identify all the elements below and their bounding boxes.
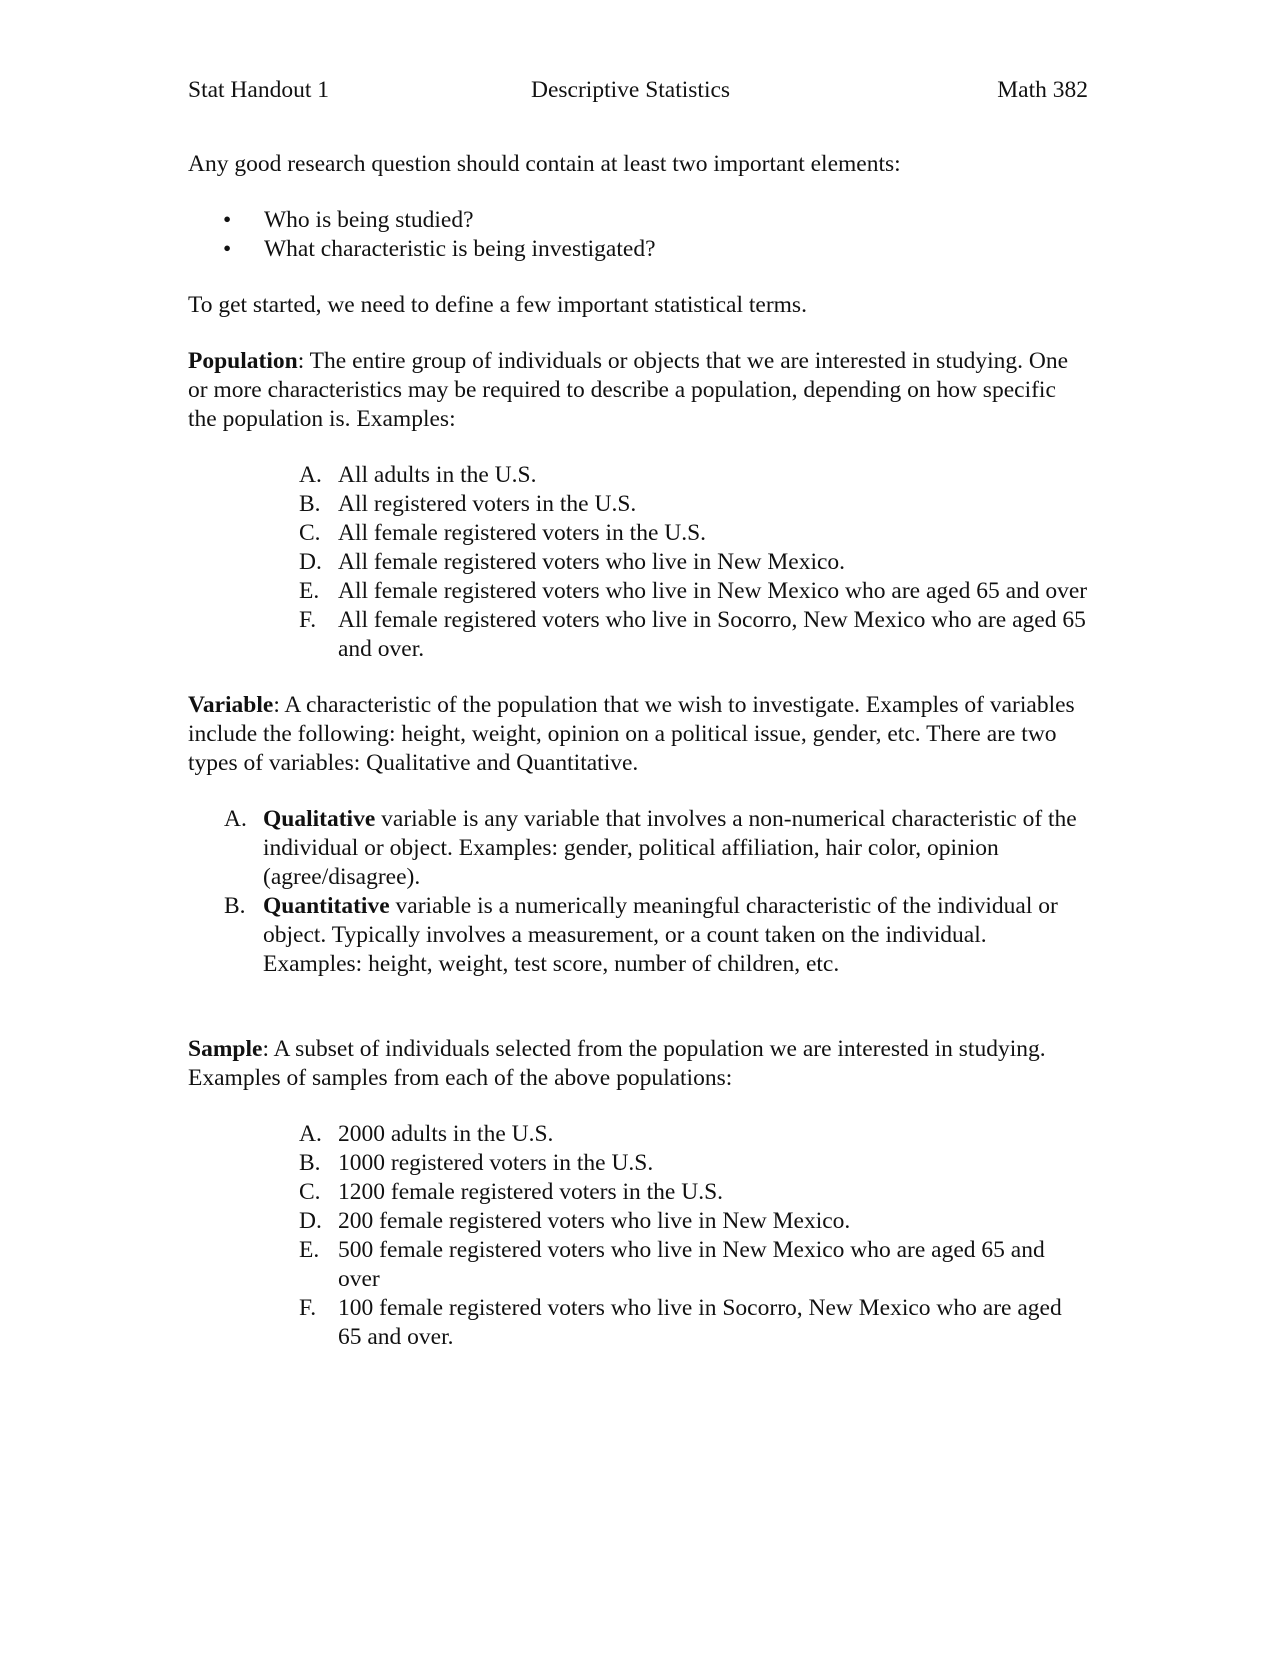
list-item [188, 519, 1088, 548]
list-item-text: All female registered voters who live in New Mexico. [338, 549, 846, 575]
population-term: Population [188, 348, 298, 374]
list-letter: A. [299, 462, 322, 488]
list-item-text: All adults in the U.S. [338, 462, 537, 488]
list-item [188, 1178, 1088, 1207]
variable-term: Variable [188, 692, 274, 718]
population-definition [188, 347, 1088, 434]
list-item [188, 235, 1088, 264]
list-item-text: 200 female registered voters who live in New Mexico. [338, 1208, 851, 1234]
bullet-icon: • [223, 236, 232, 262]
header-title: Descriptive Statistics [531, 77, 731, 103]
list-letter: B. [299, 1150, 321, 1176]
list-item [188, 577, 1088, 606]
page-header [188, 76, 1088, 106]
list-item [188, 1236, 1088, 1294]
list-item-text: 500 female registered voters who live in New Mexico who are aged 65 and over [338, 1237, 1045, 1292]
list-item-text: 2000 adults in the U.S. [338, 1121, 554, 1147]
list-item [188, 1294, 1088, 1352]
list-item-text: All female registered voters in the U.S. [338, 520, 707, 546]
intro-bullet-list [188, 206, 1088, 264]
list-letter: C. [299, 1179, 321, 1205]
quantitative-term: Quantitative [263, 893, 390, 919]
list-item [188, 805, 1088, 892]
bullet-icon: • [223, 207, 232, 233]
list-item [188, 892, 1088, 979]
lead-in-paragraph: To get started, we need to define a few important statistical terms. [188, 292, 807, 318]
header-right: Math 382 [997, 77, 1088, 103]
list-item [188, 1207, 1088, 1236]
list-item-text: 100 female registered voters who live in Socorro, New Mexico who are aged 65 and over. [338, 1295, 1062, 1350]
list-item-text: All registered voters in the U.S. [338, 491, 637, 517]
sample-examples [188, 1120, 1088, 1352]
sample-term: Sample [188, 1036, 263, 1062]
list-letter: E. [299, 1237, 320, 1263]
document-body [188, 150, 1088, 1352]
list-item-text: variable is a numerically meaningful characteristic of the individual or object. Typically involves a measurement, or a count taken on the individual. Examples: height, weight, test score, number of children, etc. [263, 893, 1058, 977]
list-letter: F. [299, 1295, 317, 1321]
list-item-text: variable is any variable that involves a non-numerical characteristic of the individual or object. Examples: gender, political affiliation, hair color, opinion (agree/disagree). [263, 806, 1077, 890]
list-item [188, 206, 1088, 235]
list-letter: C. [299, 520, 321, 546]
list-letter: D. [299, 1208, 322, 1234]
list-item [188, 606, 1088, 664]
list-letter: F. [299, 607, 317, 633]
list-item-text: 1200 female registered voters in the U.S. [338, 1179, 724, 1205]
variable-definition [188, 691, 1088, 778]
list-letter: E. [299, 578, 320, 604]
list-item [188, 1120, 1088, 1149]
list-letter: D. [299, 549, 322, 575]
population-definition-text: : The entire group of individuals or objects that we are interested in studying. One or more characteristics may be required to describe a population, depending on how specific the population is. Examples: [188, 348, 1069, 432]
population-examples [188, 461, 1088, 664]
sample-definition [188, 1035, 1088, 1093]
list-item [188, 548, 1088, 577]
header-left: Stat Handout 1 [188, 77, 329, 103]
qualitative-term: Qualitative [263, 806, 376, 832]
bullet-text: Who is being studied? [264, 207, 474, 233]
list-item [188, 490, 1088, 519]
sample-definition-text: : A subset of individuals selected from the population we are interested in studying. Examples of samples from each of the above populations: [188, 1036, 1046, 1091]
bullet-text: What characteristic is being investigated? [264, 236, 656, 262]
list-item-text: All female registered voters who live in New Mexico who are aged 65 and over [338, 578, 1088, 604]
list-item [188, 1149, 1088, 1178]
list-letter: B. [224, 893, 246, 919]
list-item-text: All female registered voters who live in Socorro, New Mexico who are aged 65 and over. [338, 607, 1086, 662]
list-letter: B. [299, 491, 321, 517]
list-letter: A. [299, 1121, 322, 1147]
list-letter: A. [224, 806, 247, 832]
intro-paragraph: Any good research question should contain at least two important elements: [188, 151, 901, 177]
variable-types [188, 805, 1088, 979]
list-item-text: 1000 registered voters in the U.S. [338, 1150, 654, 1176]
list-item [188, 461, 1088, 490]
variable-definition-text: : A characteristic of the population that we wish to investigate. Examples of variables include the following: height, weight, opinion on a political issue, gender, etc. There are two types of variables: Qualitative and Quantitative. [188, 692, 1075, 776]
